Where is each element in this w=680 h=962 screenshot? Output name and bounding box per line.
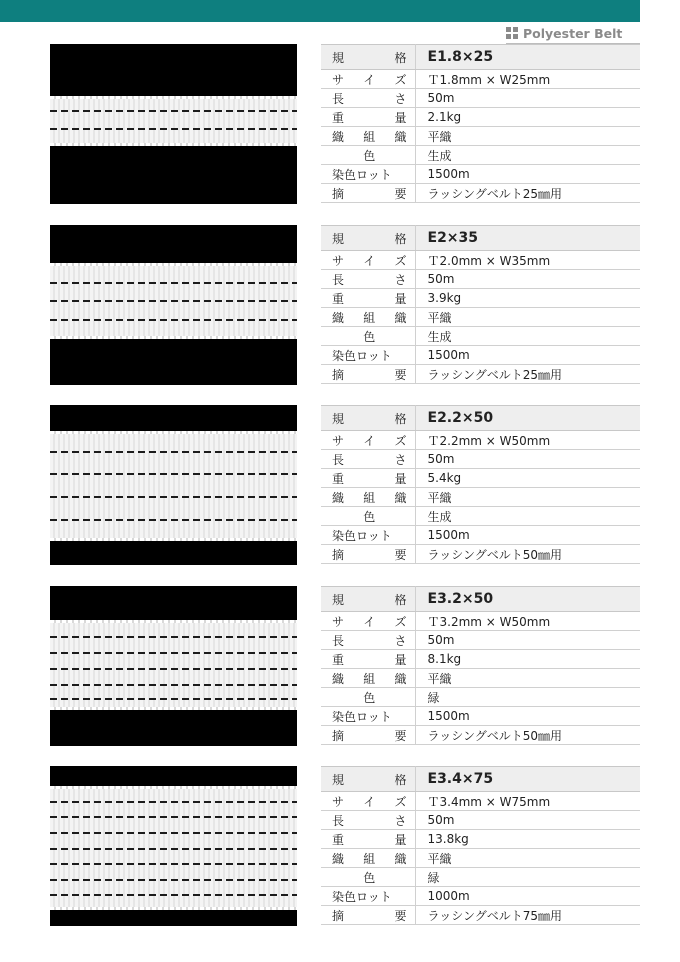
spec-label-color: [321, 868, 415, 887]
product-block: [50, 766, 640, 926]
belt-edge: [50, 143, 297, 146]
spec-label-color: [321, 327, 415, 346]
spec-label-length: [321, 450, 415, 469]
brand-label: Polyester Belt: [523, 25, 623, 41]
label-char: ズ: [394, 614, 407, 629]
label-char: 織: [394, 490, 407, 505]
label-char: ズ: [394, 72, 407, 87]
spec-row-note: [321, 545, 640, 564]
spec-value-length: 50m: [415, 631, 640, 650]
spec-label-color: [321, 688, 415, 707]
label-char: サ: [332, 794, 345, 809]
label-char: イ: [363, 253, 376, 268]
spec-value-length: 50m: [415, 450, 640, 469]
grid-icon: [506, 27, 518, 39]
spec-row-color: [321, 507, 640, 526]
spec-value-size: Ｔ2.0mm × W35mm: [415, 251, 640, 270]
spec-row-weave: [321, 849, 640, 868]
label-char: 織: [394, 310, 407, 325]
spec-row-length: [321, 270, 640, 289]
label-char: 重: [332, 110, 345, 125]
spec-row-weave: [321, 308, 640, 327]
label-char: 重: [332, 291, 345, 306]
spec-row-color: [321, 327, 640, 346]
belt-photo: [50, 44, 297, 204]
belt-edge: [50, 786, 297, 789]
label-char: サ: [332, 253, 345, 268]
spec-label-weave: [321, 669, 415, 688]
belt-stitch-line: [50, 816, 297, 818]
label-char: 摘: [332, 367, 345, 382]
label-char: イ: [363, 433, 376, 448]
spec-value-weave: 平織: [415, 127, 640, 146]
label-char: さ: [394, 272, 407, 287]
spec-label-lot: [321, 346, 415, 365]
spec-row-spec: [321, 767, 640, 792]
spec-value-note: ラッシングベルト50㎜用: [415, 545, 640, 564]
spec-row-lot: [321, 165, 640, 184]
spec-label-spec: [321, 767, 415, 792]
label-char: 色: [363, 509, 376, 524]
belt-edge: [50, 263, 297, 266]
spec-row-weight: [321, 289, 640, 308]
belt-webbing: [50, 786, 297, 910]
spec-value-weight: 3.9kg: [415, 289, 640, 308]
label-char: イ: [363, 794, 376, 809]
spec-table: [321, 225, 640, 384]
spec-value-color: 緑: [415, 688, 640, 707]
spec-label-note: [321, 184, 415, 203]
spec-row-spec: [321, 587, 640, 612]
spec-label-weave: [321, 488, 415, 507]
spec-row-weight: [321, 108, 640, 127]
spec-label-spec: [321, 45, 415, 70]
label-char: 組: [363, 851, 376, 866]
belt-stitch-line: [50, 801, 297, 803]
belt-webbing: [50, 431, 297, 541]
spec-label-lot: [321, 165, 415, 184]
spec-table: [321, 405, 640, 564]
spec-label-size: [321, 70, 415, 89]
label-char: 要: [394, 728, 407, 743]
belt-stitch-line: [50, 451, 297, 453]
belt-stitch-line: [50, 863, 297, 865]
label-char: 格: [394, 772, 407, 787]
spec-value-color: 生成: [415, 507, 640, 526]
label-char: 摘: [332, 728, 345, 743]
belt-webbing: [50, 96, 297, 146]
label-char: 色: [363, 870, 376, 885]
label-char: サ: [332, 614, 345, 629]
spec-row-weight: [321, 650, 640, 669]
spec-label-weave: [321, 127, 415, 146]
spec-value-note: ラッシングベルト25㎜用: [415, 184, 640, 203]
label-char: 長: [332, 91, 345, 106]
label-char: 量: [394, 471, 407, 486]
belt-stitch-line: [50, 652, 297, 654]
spec-value-spec: E3.4×75: [415, 767, 640, 792]
label-char: 組: [363, 671, 376, 686]
belt-stitch-line: [50, 110, 297, 112]
spec-label-note: [321, 365, 415, 384]
label-char: 要: [394, 547, 407, 562]
spec-row-weight: [321, 830, 640, 849]
belt-stitch-line: [50, 894, 297, 896]
belt-stitch-line: [50, 684, 297, 686]
label-char: 規: [332, 50, 345, 65]
belt-edge: [50, 431, 297, 434]
label-char: さ: [394, 813, 407, 828]
label-char: 要: [394, 186, 407, 201]
label-char: 格: [394, 592, 407, 607]
spec-value-note: ラッシングベルト75㎜用: [415, 906, 640, 925]
spec-row-note: [321, 906, 640, 925]
spec-table: [321, 44, 640, 203]
label-char: ズ: [394, 794, 407, 809]
spec-label-note: [321, 726, 415, 745]
spec-row-lot: [321, 707, 640, 726]
label-char: 要: [394, 908, 407, 923]
spec-value-color: 生成: [415, 327, 640, 346]
belt-stitch-line: [50, 879, 297, 881]
spec-table: [321, 586, 640, 745]
spec-label-lot: [321, 526, 415, 545]
label-char: サ: [332, 72, 345, 87]
spec-label-spec: [321, 226, 415, 251]
belt-edge: [50, 336, 297, 339]
label-char: 染色ロット: [332, 889, 392, 904]
spec-value-color: 緑: [415, 868, 640, 887]
spec-value-spec: E3.2×50: [415, 587, 640, 612]
belt-stitch-line: [50, 496, 297, 498]
spec-label-length: [321, 270, 415, 289]
label-char: 織: [332, 129, 345, 144]
spec-row-color: [321, 688, 640, 707]
label-char: さ: [394, 452, 407, 467]
belt-stitch-line: [50, 300, 297, 302]
label-char: 組: [363, 490, 376, 505]
spec-label-weight: [321, 108, 415, 127]
spec-value-lot: 1000m: [415, 887, 640, 906]
spec-label-lot: [321, 887, 415, 906]
spec-value-length: 50m: [415, 270, 640, 289]
spec-value-spec: E2.2×50: [415, 406, 640, 431]
spec-row-length: [321, 631, 640, 650]
spec-value-lot: 1500m: [415, 526, 640, 545]
spec-value-size: Ｔ1.8mm × W25mm: [415, 70, 640, 89]
label-char: 織: [332, 671, 345, 686]
spec-row-length: [321, 811, 640, 830]
spec-label-color: [321, 507, 415, 526]
spec-label-weight: [321, 830, 415, 849]
belt-edge: [50, 620, 297, 623]
label-char: 長: [332, 452, 345, 467]
spec-row-size: [321, 612, 640, 631]
label-char: 組: [363, 129, 376, 144]
spec-label-color: [321, 146, 415, 165]
belt-webbing: [50, 620, 297, 710]
belt-stitch-line: [50, 636, 297, 638]
spec-row-lot: [321, 526, 640, 545]
product-block: [50, 405, 640, 565]
spec-value-lot: 1500m: [415, 346, 640, 365]
spec-value-weight: 8.1kg: [415, 650, 640, 669]
spec-label-weight: [321, 469, 415, 488]
spec-row-spec: [321, 45, 640, 70]
spec-row-size: [321, 70, 640, 89]
label-char: 織: [332, 490, 345, 505]
spec-row-weave: [321, 669, 640, 688]
spec-row-weight: [321, 469, 640, 488]
label-char: 織: [394, 851, 407, 866]
label-char: 摘: [332, 186, 345, 201]
label-char: 摘: [332, 547, 345, 562]
label-char: 量: [394, 832, 407, 847]
spec-value-length: 50m: [415, 89, 640, 108]
label-char: 格: [394, 231, 407, 246]
label-char: 量: [394, 110, 407, 125]
spec-label-weight: [321, 650, 415, 669]
belt-stitch-line: [50, 319, 297, 321]
product-block: [50, 586, 640, 746]
belt-stitch-line: [50, 698, 297, 700]
label-char: 規: [332, 411, 345, 426]
spec-label-size: [321, 431, 415, 450]
spec-value-weight: 13.8kg: [415, 830, 640, 849]
belt-photo: [50, 766, 297, 926]
label-char: 規: [332, 231, 345, 246]
spec-value-size: Ｔ3.4mm × W75mm: [415, 792, 640, 811]
label-char: 織: [394, 671, 407, 686]
belt-stitch-line: [50, 832, 297, 834]
spec-value-size: Ｔ2.2mm × W50mm: [415, 431, 640, 450]
spec-value-weight: 2.1kg: [415, 108, 640, 127]
label-char: 重: [332, 832, 345, 847]
spec-label-length: [321, 811, 415, 830]
spec-row-note: [321, 726, 640, 745]
label-char: 織: [394, 129, 407, 144]
label-char: さ: [394, 91, 407, 106]
belt-edge: [50, 907, 297, 910]
spec-row-weave: [321, 488, 640, 507]
label-char: 規: [332, 592, 345, 607]
spec-label-size: [321, 792, 415, 811]
product-block: [50, 44, 640, 204]
belt-webbing: [50, 263, 297, 339]
belt-edge: [50, 96, 297, 99]
spec-row-weave: [321, 127, 640, 146]
belt-photo: [50, 225, 297, 385]
spec-value-weave: 平織: [415, 308, 640, 327]
belt-edge: [50, 707, 297, 710]
label-char: 染色ロット: [332, 167, 392, 182]
belt-stitch-line: [50, 473, 297, 475]
label-char: 量: [394, 291, 407, 306]
belt-stitch-line: [50, 282, 297, 284]
label-char: 重: [332, 652, 345, 667]
spec-label-lot: [321, 707, 415, 726]
label-char: 量: [394, 652, 407, 667]
label-char: 摘: [332, 908, 345, 923]
label-char: さ: [394, 633, 407, 648]
belt-photo: [50, 405, 297, 565]
belt-stitch-line: [50, 519, 297, 521]
label-char: 色: [363, 690, 376, 705]
label-char: 格: [394, 411, 407, 426]
product-block: [50, 225, 640, 385]
spec-value-lot: 1500m: [415, 165, 640, 184]
label-char: 長: [332, 272, 345, 287]
spec-table: [321, 766, 640, 925]
label-char: イ: [363, 614, 376, 629]
spec-label-weave: [321, 308, 415, 327]
header-bar: [0, 0, 640, 22]
spec-row-color: [321, 868, 640, 887]
label-char: 染色ロット: [332, 348, 392, 363]
spec-row-size: [321, 431, 640, 450]
spec-row-length: [321, 450, 640, 469]
belt-stitch-line: [50, 128, 297, 130]
spec-label-length: [321, 631, 415, 650]
spec-label-spec: [321, 587, 415, 612]
spec-label-spec: [321, 406, 415, 431]
spec-row-spec: [321, 406, 640, 431]
spec-row-note: [321, 184, 640, 203]
spec-label-note: [321, 906, 415, 925]
spec-value-length: 50m: [415, 811, 640, 830]
spec-label-note: [321, 545, 415, 564]
spec-value-lot: 1500m: [415, 707, 640, 726]
label-char: 組: [363, 310, 376, 325]
label-char: 染色ロット: [332, 528, 392, 543]
spec-value-note: ラッシングベルト50㎜用: [415, 726, 640, 745]
spec-label-size: [321, 612, 415, 631]
label-char: 規: [332, 772, 345, 787]
belt-stitch-line: [50, 848, 297, 850]
label-char: ズ: [394, 433, 407, 448]
spec-row-size: [321, 251, 640, 270]
spec-row-size: [321, 792, 640, 811]
label-char: 織: [332, 851, 345, 866]
spec-label-weight: [321, 289, 415, 308]
belt-edge: [50, 538, 297, 541]
label-char: 長: [332, 813, 345, 828]
spec-value-spec: E1.8×25: [415, 45, 640, 70]
label-char: 重: [332, 471, 345, 486]
belt-photo: [50, 586, 297, 746]
spec-row-spec: [321, 226, 640, 251]
spec-value-size: Ｔ3.2mm × W50mm: [415, 612, 640, 631]
spec-row-note: [321, 365, 640, 384]
label-char: 長: [332, 633, 345, 648]
spec-value-weave: 平織: [415, 669, 640, 688]
spec-value-weave: 平織: [415, 849, 640, 868]
spec-value-color: 生成: [415, 146, 640, 165]
label-char: イ: [363, 72, 376, 87]
label-char: 色: [363, 329, 376, 344]
spec-label-size: [321, 251, 415, 270]
label-char: ズ: [394, 253, 407, 268]
label-char: サ: [332, 433, 345, 448]
spec-value-weight: 5.4kg: [415, 469, 640, 488]
spec-label-weave: [321, 849, 415, 868]
label-char: 格: [394, 50, 407, 65]
label-char: 色: [363, 148, 376, 163]
spec-value-weave: 平織: [415, 488, 640, 507]
spec-value-note: ラッシングベルト25㎜用: [415, 365, 640, 384]
belt-stitch-line: [50, 668, 297, 670]
spec-row-length: [321, 89, 640, 108]
label-char: 染色ロット: [332, 709, 392, 724]
label-char: 要: [394, 367, 407, 382]
spec-row-lot: [321, 346, 640, 365]
spec-row-lot: [321, 887, 640, 906]
spec-row-color: [321, 146, 640, 165]
spec-label-length: [321, 89, 415, 108]
spec-value-spec: E2×35: [415, 226, 640, 251]
label-char: 織: [332, 310, 345, 325]
brand: [506, 24, 622, 42]
